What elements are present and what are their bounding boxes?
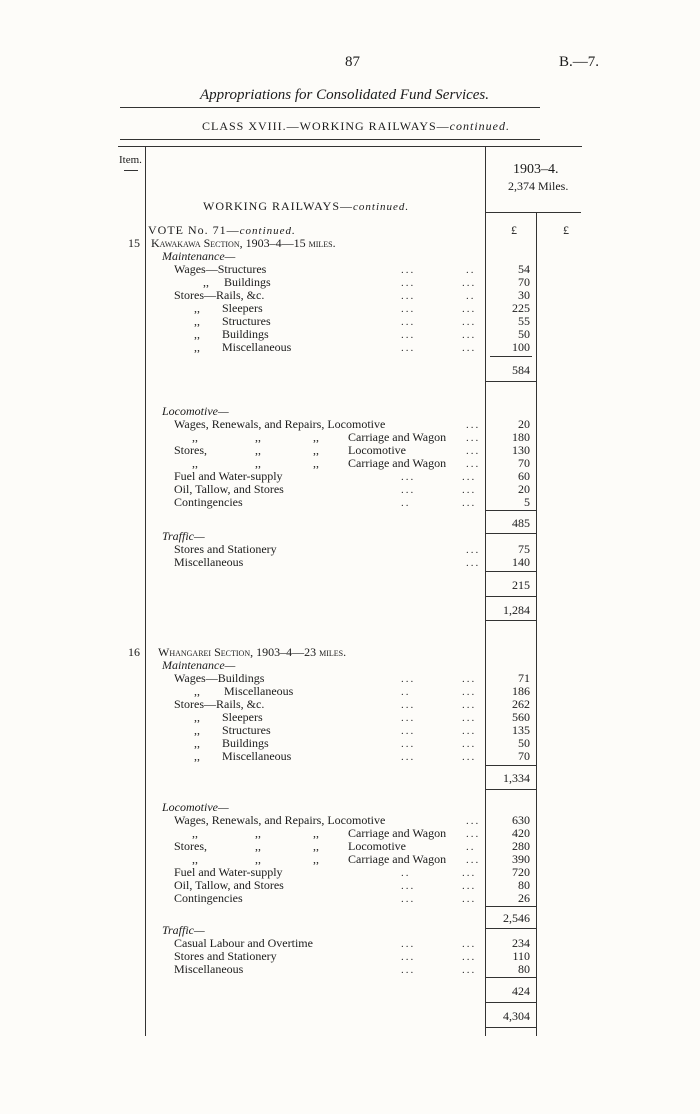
ditto-mark: ,, bbox=[313, 839, 319, 853]
leader-dots: .. bbox=[401, 686, 411, 698]
leader-dots: ... bbox=[401, 738, 416, 750]
ditto-mark: ,, bbox=[194, 327, 200, 341]
amount-value: 50 bbox=[518, 736, 530, 750]
currency-symbol: £ bbox=[511, 223, 517, 237]
subtotal-box-rule bbox=[485, 533, 536, 534]
leader-dots: ... bbox=[466, 419, 481, 431]
amount-value: 55 bbox=[518, 314, 530, 328]
line-label: Wages, Renewals, and Repairs, Locomotive bbox=[174, 813, 386, 827]
amount-value: 420 bbox=[512, 826, 530, 840]
leader-dots: ... bbox=[462, 938, 477, 950]
section-total-rule bbox=[485, 1027, 536, 1028]
amount-value: 80 bbox=[518, 962, 530, 976]
leader-dots: ... bbox=[462, 712, 477, 724]
leader-dots: ... bbox=[462, 497, 477, 509]
ditto-mark: ,, bbox=[192, 430, 198, 444]
leader-dots: ... bbox=[462, 277, 477, 289]
leader-dots: ... bbox=[466, 544, 481, 556]
vote-main: VOTE No. 71— bbox=[148, 223, 240, 237]
amount-value: 30 bbox=[518, 288, 530, 302]
amount-value: 71 bbox=[518, 671, 530, 685]
section-title: Whangarei Section, 1903–4—23 miles. bbox=[158, 645, 347, 659]
ditto-mark: ,, bbox=[313, 443, 319, 457]
amount-value: 75 bbox=[518, 542, 530, 556]
leader-dots: ... bbox=[466, 854, 481, 866]
leader-dots: ... bbox=[401, 290, 416, 302]
line-label: Contingencies bbox=[174, 891, 243, 905]
line-label: Sleepers bbox=[222, 710, 263, 724]
leader-dots: ... bbox=[462, 316, 477, 328]
ditto-mark: ,, bbox=[192, 852, 198, 866]
ditto-mark: ,, bbox=[255, 826, 261, 840]
ditto-mark: ,, bbox=[192, 826, 198, 840]
line-label: Stores—Rails, &c. bbox=[174, 288, 265, 302]
amount-value: 186 bbox=[512, 684, 530, 698]
leader-dots: ... bbox=[466, 458, 481, 470]
leader-dots: .. bbox=[466, 290, 476, 302]
class-line-main: CLASS XVIII.—WORKING RAILWAYS— bbox=[202, 119, 450, 133]
amount-value: 630 bbox=[512, 813, 530, 827]
item-column-header: Item. bbox=[119, 154, 142, 166]
line-label: Wages—Buildings bbox=[174, 671, 265, 685]
amount-value: 70 bbox=[518, 456, 530, 470]
ditto-mark: ,, bbox=[313, 430, 319, 444]
section-total-value: 1,284 bbox=[503, 603, 530, 617]
page-title: Appropriations for Consolidated Fund Services. bbox=[200, 87, 490, 103]
leader-dots: ... bbox=[401, 342, 416, 354]
leader-dots: .. bbox=[466, 841, 476, 853]
amount-value: 135 bbox=[512, 723, 530, 737]
ditto-mark: ,, bbox=[194, 736, 200, 750]
amount-value: 130 bbox=[512, 443, 530, 457]
table-top-rule bbox=[118, 146, 582, 147]
title-rule bbox=[120, 107, 540, 108]
leader-dots: ... bbox=[462, 673, 477, 685]
leader-dots: ... bbox=[401, 751, 416, 763]
subtotal-box-rule bbox=[485, 789, 536, 790]
class-rule bbox=[120, 139, 540, 140]
leader-dots: ... bbox=[462, 699, 477, 711]
leader-dots: ... bbox=[462, 686, 477, 698]
leader-dots: ... bbox=[462, 725, 477, 737]
line-label: Oil, Tallow, and Stores bbox=[174, 482, 284, 496]
amount-value: 26 bbox=[518, 891, 530, 905]
year-header: 1903–4. bbox=[513, 162, 559, 177]
amount-value: 20 bbox=[518, 482, 530, 496]
line-label: Stores and Stationery bbox=[174, 542, 277, 556]
section-heading-continued: continued. bbox=[353, 201, 410, 213]
year-header-rule bbox=[485, 212, 581, 213]
ditto-mark: ,, bbox=[255, 456, 261, 470]
amount-value: 560 bbox=[512, 710, 530, 724]
miles-header: 2,374 Miles. bbox=[508, 179, 569, 193]
line-label: Oil, Tallow, and Stores bbox=[174, 878, 284, 892]
subtotal-box-rule bbox=[485, 1002, 536, 1003]
leader-dots: ... bbox=[401, 964, 416, 976]
amount-column-rule bbox=[485, 146, 486, 1036]
ditto-mark: ,, bbox=[255, 839, 261, 853]
leader-dots: ... bbox=[462, 342, 477, 354]
amount-value: 50 bbox=[518, 327, 530, 341]
leader-dots: ... bbox=[401, 893, 416, 905]
currency-symbol: £ bbox=[563, 223, 569, 237]
leader-dots: ... bbox=[466, 828, 481, 840]
leader-dots: ... bbox=[401, 673, 416, 685]
leader-dots: ... bbox=[462, 738, 477, 750]
ditto-mark: ,, bbox=[313, 826, 319, 840]
amount-value: 80 bbox=[518, 878, 530, 892]
subheading-locomotive: Locomotive— bbox=[162, 800, 229, 814]
leader-dots: .. bbox=[466, 264, 476, 276]
leader-dots: ... bbox=[401, 938, 416, 950]
section-heading bbox=[203, 200, 409, 213]
subtotal-value: 424 bbox=[512, 984, 530, 998]
line-label: Fuel and Water-supply bbox=[174, 865, 283, 879]
line-label: Miscellaneous bbox=[224, 684, 294, 698]
leader-dots: ... bbox=[462, 893, 477, 905]
line-label: Carriage and Wagon bbox=[348, 430, 447, 444]
leader-dots: ... bbox=[466, 432, 481, 444]
amount-value: 234 bbox=[512, 936, 530, 950]
section-total-value: 4,304 bbox=[503, 1009, 530, 1023]
subtotal-box-rule bbox=[485, 928, 536, 929]
line-label: Structures bbox=[222, 723, 271, 737]
ditto-mark: ,, bbox=[194, 314, 200, 328]
leader-dots: ... bbox=[401, 712, 416, 724]
item-column-rule bbox=[145, 146, 146, 1036]
line-label: Miscellaneous bbox=[222, 340, 292, 354]
subtotal-rule bbox=[485, 977, 536, 978]
leader-dots: ... bbox=[401, 303, 416, 315]
leader-dots: ... bbox=[401, 725, 416, 737]
ditto-mark: ,, bbox=[194, 340, 200, 354]
leader-dots: ... bbox=[462, 751, 477, 763]
amount-value: 5 bbox=[524, 495, 530, 509]
amount-value: 180 bbox=[512, 430, 530, 444]
ditto-mark: ,, bbox=[313, 852, 319, 866]
amount-value: 110 bbox=[512, 949, 530, 963]
ditto-mark: ,, bbox=[203, 275, 209, 289]
line-label: Stores, bbox=[174, 443, 207, 457]
line-label: Fuel and Water-supply bbox=[174, 469, 283, 483]
line-label: Sleepers bbox=[222, 301, 263, 315]
line-label: Buildings bbox=[222, 327, 269, 341]
leader-dots: ... bbox=[401, 277, 416, 289]
section-total-rule bbox=[485, 620, 536, 621]
line-label: Stores—Rails, &c. bbox=[174, 697, 265, 711]
subtotal-value: 1,334 bbox=[503, 771, 530, 785]
leader-dots: ... bbox=[401, 951, 416, 963]
subtotal-value: 2,546 bbox=[503, 911, 530, 925]
subtotal-rule bbox=[485, 906, 536, 907]
ditto-mark: ,, bbox=[192, 456, 198, 470]
leader-dots: ... bbox=[466, 815, 481, 827]
vote-continued: continued. bbox=[239, 225, 296, 237]
line-label: Miscellaneous bbox=[174, 962, 244, 976]
ditto-mark: ,, bbox=[194, 301, 200, 315]
subheading-maintenance: Maintenance— bbox=[162, 249, 236, 263]
subtotal-rule bbox=[485, 765, 536, 766]
leader-dots: ... bbox=[401, 264, 416, 276]
class-line-continued: continued. bbox=[449, 119, 510, 133]
line-label: Contingencies bbox=[174, 495, 243, 509]
ditto-mark: ,, bbox=[194, 710, 200, 724]
amount-value: 720 bbox=[512, 865, 530, 879]
subheading-traffic: Traffic— bbox=[162, 923, 205, 937]
item-number: 16 bbox=[128, 645, 140, 659]
leader-dots: ... bbox=[401, 329, 416, 341]
line-label: Carriage and Wagon bbox=[348, 852, 447, 866]
line-label: Carriage and Wagon bbox=[348, 826, 447, 840]
amount-value: 54 bbox=[518, 262, 530, 276]
leader-dots: ... bbox=[401, 471, 416, 483]
leader-dots: ... bbox=[466, 557, 481, 569]
subtotal-value: 215 bbox=[512, 578, 530, 592]
subtotal-value: 485 bbox=[512, 516, 530, 530]
leader-dots: ... bbox=[462, 880, 477, 892]
section-title: Kawakawa Section, 1903–4—15 miles. bbox=[151, 236, 336, 250]
subheading-maintenance: Maintenance— bbox=[162, 658, 236, 672]
total-column-rule bbox=[536, 212, 537, 1036]
amount-value: 20 bbox=[518, 417, 530, 431]
amount-value: 280 bbox=[512, 839, 530, 853]
leader-dots: ... bbox=[462, 471, 477, 483]
line-label: Locomotive bbox=[348, 443, 406, 457]
ditto-mark: ,, bbox=[255, 430, 261, 444]
ditto-mark: ,, bbox=[194, 749, 200, 763]
leader-dots: ... bbox=[462, 303, 477, 315]
leader-dots: ... bbox=[401, 484, 416, 496]
amount-value: 70 bbox=[518, 275, 530, 289]
leader-dots: ... bbox=[466, 445, 481, 457]
amount-value: 262 bbox=[512, 697, 530, 711]
leader-dots: ... bbox=[462, 964, 477, 976]
line-label: Locomotive bbox=[348, 839, 406, 853]
amount-value: 225 bbox=[512, 301, 530, 315]
line-label: Casual Labour and Overtime bbox=[174, 936, 313, 950]
line-label: Structures bbox=[222, 314, 271, 328]
line-label: Stores, bbox=[174, 839, 207, 853]
subtotal-box-rule bbox=[485, 596, 536, 597]
amount-value: 60 bbox=[518, 469, 530, 483]
leader-dots: ... bbox=[401, 880, 416, 892]
subtotal-rule bbox=[485, 571, 536, 572]
leader-dots: ... bbox=[401, 316, 416, 328]
amount-value: 100 bbox=[512, 340, 530, 354]
subheading-traffic: Traffic— bbox=[162, 529, 205, 543]
leader-dots: .. bbox=[401, 867, 411, 879]
section-heading-main: WORKING RAILWAYS— bbox=[203, 199, 353, 213]
amount-value: 70 bbox=[518, 749, 530, 763]
item-header-underline bbox=[124, 170, 138, 171]
document-reference: B.—7. bbox=[559, 54, 600, 70]
line-label: Miscellaneous bbox=[222, 749, 292, 763]
leader-dots: ... bbox=[462, 867, 477, 879]
ditto-mark: ,, bbox=[313, 456, 319, 470]
amount-value: 390 bbox=[512, 852, 530, 866]
leader-dots: ... bbox=[462, 329, 477, 341]
amount-value: 140 bbox=[512, 555, 530, 569]
item-number: 15 bbox=[128, 236, 140, 250]
line-label: Stores and Stationery bbox=[174, 949, 277, 963]
page-number: 87 bbox=[345, 54, 360, 70]
subtotal-value: 584 bbox=[512, 363, 530, 377]
line-label: Carriage and Wagon bbox=[348, 456, 447, 470]
leader-dots: ... bbox=[401, 699, 416, 711]
ditto-mark: ,, bbox=[194, 684, 200, 698]
subtotal-rule bbox=[485, 510, 536, 511]
ditto-mark: ,, bbox=[194, 723, 200, 737]
line-label: Buildings bbox=[222, 736, 269, 750]
subheading-locomotive: Locomotive— bbox=[162, 404, 229, 418]
line-label: Buildings bbox=[224, 275, 271, 289]
class-line bbox=[202, 120, 510, 132]
leader-dots: ... bbox=[462, 484, 477, 496]
line-label: Wages, Renewals, and Repairs, Locomotive bbox=[174, 417, 386, 431]
ditto-mark: ,, bbox=[255, 852, 261, 866]
line-label: Wages—Structures bbox=[174, 262, 267, 276]
subtotal-rule bbox=[490, 356, 532, 357]
leader-dots: .. bbox=[401, 497, 411, 509]
subtotal-box-rule bbox=[485, 381, 536, 382]
leader-dots: ... bbox=[462, 951, 477, 963]
ditto-mark: ,, bbox=[255, 443, 261, 457]
line-label: Miscellaneous bbox=[174, 555, 244, 569]
